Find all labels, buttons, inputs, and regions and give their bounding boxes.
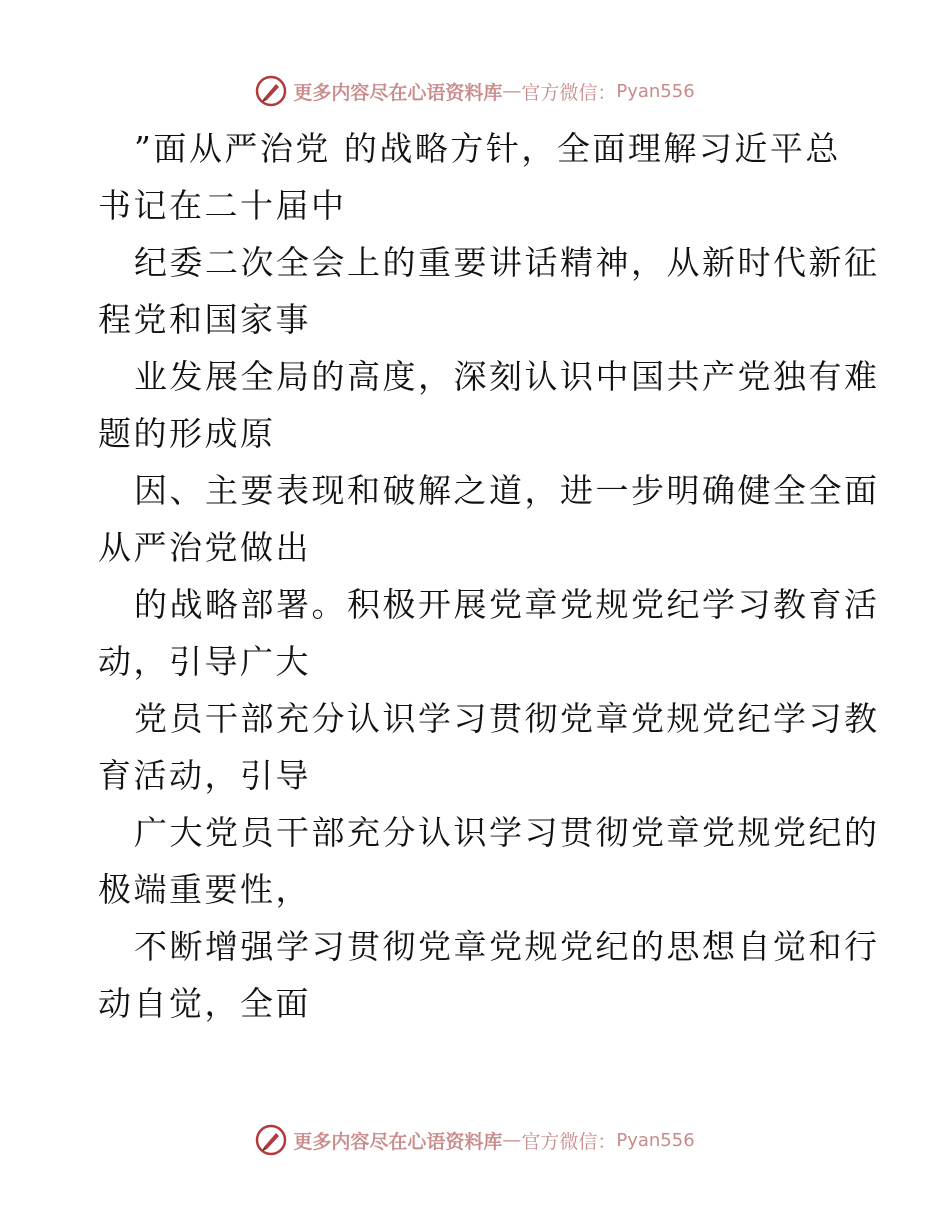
text-line: ”面从严治党 的战略方针，全面理解习近平总 <box>134 129 841 168</box>
text-line: 从严治党做出 <box>98 528 311 567</box>
text-line: 动自觉，全面 <box>98 984 311 1023</box>
text-line: 程党和国家事 <box>98 300 311 339</box>
text-line: 书记在二十届中 <box>98 186 347 225</box>
watermark-wechat-id: Pyan556 <box>616 80 695 102</box>
text-line: 纪委二次全会上的重要讲话精神，从新时代新征 <box>134 243 880 282</box>
text-line: 育活动，引导 <box>98 756 311 795</box>
pen-logo-icon <box>255 1124 287 1156</box>
pen-logo-icon <box>255 75 287 107</box>
watermark-wechat-label: 官方微信： <box>521 1130 617 1153</box>
header-watermark <box>0 71 950 111</box>
text-line: 广大党员干部充分认识学习贯彻党章党规党纪的 <box>134 813 880 852</box>
watermark-site-text: 更多内容尽在心语资料库 <box>293 1130 503 1153</box>
watermark-dash: — <box>502 1129 522 1151</box>
text-line: 题的形成原 <box>98 414 276 453</box>
text-line: 党员干部充分认识学习贯彻党章党规党纪学习教 <box>134 699 880 738</box>
watermark-wechat-label: 官方微信： <box>521 81 617 104</box>
watermark-dash: — <box>502 80 522 102</box>
document-body <box>98 120 880 1032</box>
text-line: 动，引导广大 <box>98 642 311 681</box>
footer-watermark <box>0 1120 950 1160</box>
text-line: 的战略部署。积极开展党章党规党纪学习教育活 <box>134 585 880 624</box>
watermark-wechat-id: Pyan556 <box>616 1129 695 1151</box>
text-line: 极端重要性， <box>98 870 311 909</box>
text-line: 因、主要表现和破解之道，进一步明确健全全面 <box>134 471 880 510</box>
text-line: 业发展全局的高度，深刻认识中国共产党独有难 <box>134 357 880 396</box>
watermark-site-text: 更多内容尽在心语资料库 <box>293 81 503 104</box>
text-line: 不断增强学习贯彻党章党规党纪的思想自觉和行 <box>134 927 880 966</box>
